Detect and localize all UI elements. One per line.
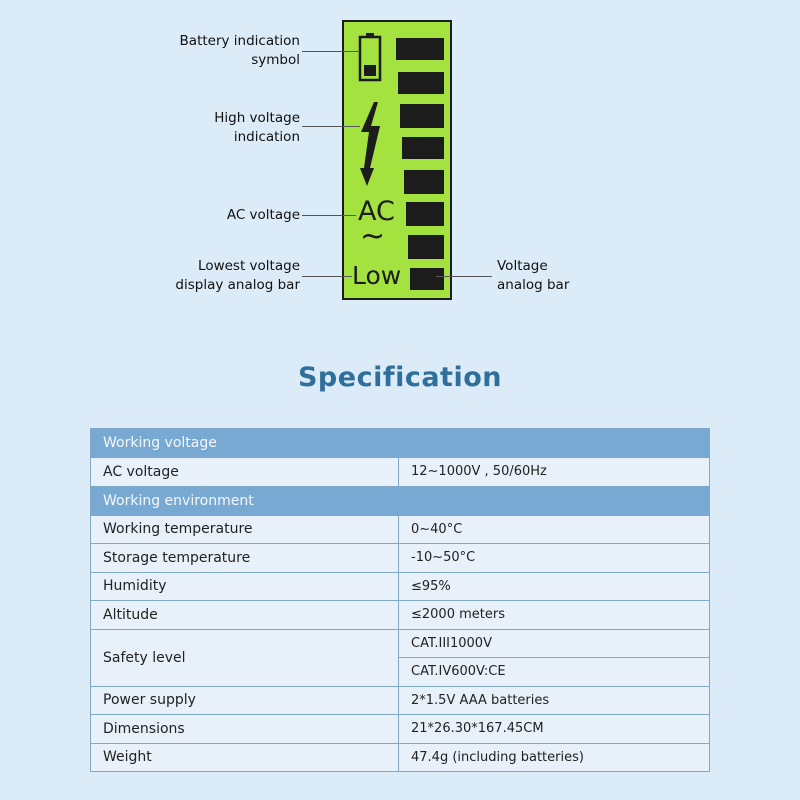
voltage-bar-segment [396,38,444,60]
row-label: Working temperature [91,515,399,544]
voltage-bar-segment [406,202,444,226]
lcd-ac-text: AC [358,196,395,227]
lcd-wave-icon: ~ [360,219,386,254]
table-row [91,572,710,601]
table-row [91,629,710,658]
row-label: Dimensions [91,715,399,744]
table-row [91,601,710,630]
table-row [91,715,710,744]
battery-icon [358,32,382,82]
row-label: Safety level [91,629,399,686]
row-value: ≤2000 meters [399,601,710,630]
row-value: 2*1.5V AAA batteries [399,686,710,715]
row-value: ≤95% [399,572,710,601]
section-working-environment: Working environment [91,486,710,515]
table-section-row [91,486,710,515]
table-row [91,686,710,715]
voltage-analog-bar-label: Voltage analog bar [497,258,570,293]
section-working-voltage: Working voltage [91,429,710,458]
specification-table [90,428,710,772]
row-value: 21*26.30*167.45CM [399,715,710,744]
voltage-bar-segment [410,268,444,290]
lcd-display [342,20,452,300]
table-row [91,515,710,544]
table-row [91,544,710,573]
row-label: Humidity [91,572,399,601]
ac-voltage-label: AC voltage [226,207,300,223]
row-value: CAT.III1000V [399,629,710,658]
voltage-bar-leader-line [436,276,492,277]
table-row [91,458,710,487]
row-value: CAT.IV600V:CE [399,658,710,687]
row-value: -10~50°C [399,544,710,573]
row-value: 47.4g (including batteries) [399,743,710,772]
battery-indication-label: Battery indication symbol [179,33,300,68]
lowest-voltage-leader-line [302,276,352,277]
row-value: 0~40°C [399,515,710,544]
voltage-bar-segment [398,72,444,94]
high-voltage-leader-line [302,126,360,127]
row-label: AC voltage [91,458,399,487]
high-voltage-icon [358,102,384,186]
table-section-row [91,429,710,458]
voltage-bar-segment [404,170,444,194]
lowest-voltage-label: Lowest voltage display analog bar [175,258,300,293]
row-label: Storage temperature [91,544,399,573]
battery-leader-line [302,51,360,52]
row-value: 12~1000V , 50/60Hz [399,458,710,487]
lcd-low-text: Low [352,261,402,290]
high-voltage-label: High voltage indication [214,110,300,145]
table-row [91,743,710,772]
row-label: Weight [91,743,399,772]
specification-title: Specification [297,362,502,393]
row-label: Power supply [91,686,399,715]
voltage-bar-segment [400,104,444,128]
voltage-bar-segment [402,137,444,159]
ac-voltage-leader-line [302,215,356,216]
voltage-bar-segment [408,235,444,259]
row-label: Altitude [91,601,399,630]
